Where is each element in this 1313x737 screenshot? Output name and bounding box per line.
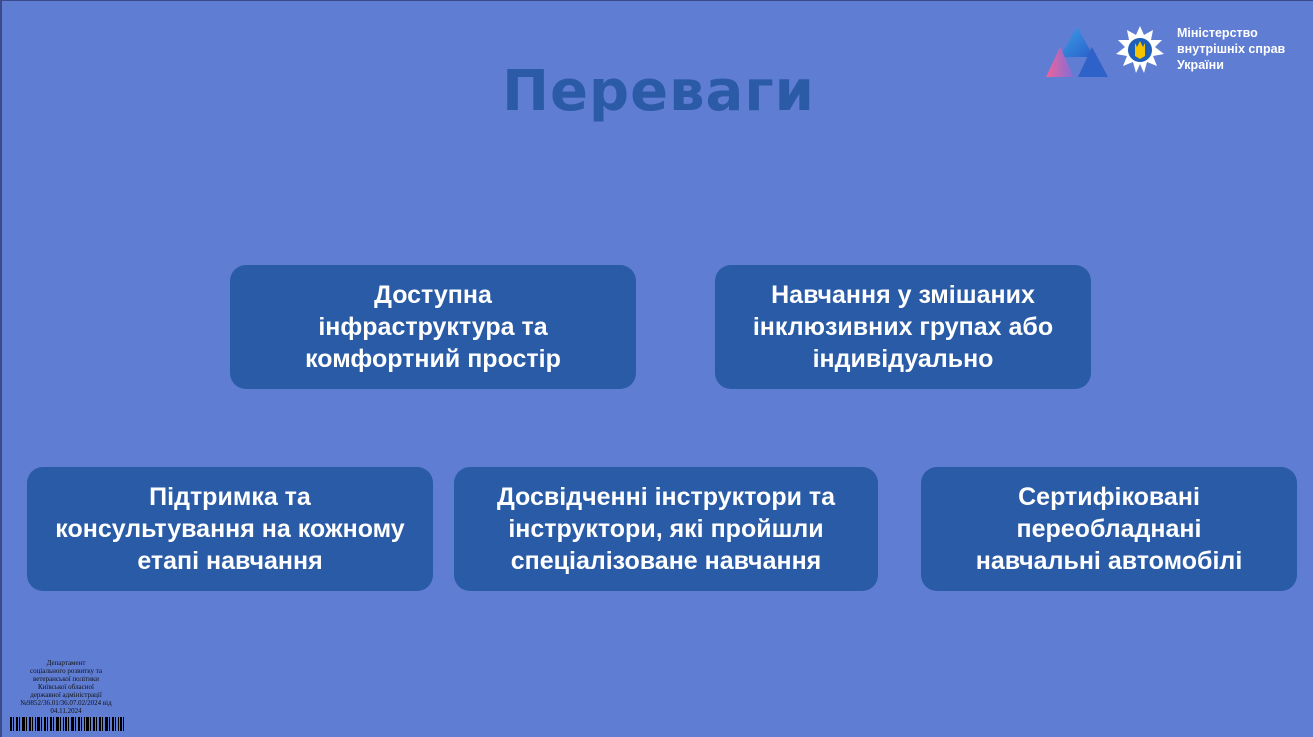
advantage-card: Підтримка та консультування на кожному етапі навчання xyxy=(27,467,433,591)
slide-title: Переваги xyxy=(502,59,815,124)
barcode-icon xyxy=(10,717,124,731)
police-star-emblem-icon xyxy=(1115,25,1165,75)
registration-stamp: Департамент соціального розвитку та ветеранської політики Київської обласної державної адміністрації №9852/36.01/36.07.02/2024 від 04.11.2024 xyxy=(20,659,112,715)
advantage-card: Доступна інфраструктура та комфортний простір xyxy=(230,265,636,389)
triangle-logo-icon xyxy=(1046,25,1108,79)
advantage-card: Навчання у змішаних інклюзивних групах або індивідуально xyxy=(715,265,1091,389)
advantage-card: Сертифіковані переобладнані навчальні автомобілі xyxy=(921,467,1297,591)
ministry-name: Міністерство внутрішніх справ України xyxy=(1177,26,1286,72)
advantage-card: Досвідченні інструктори та інструктори, які пройшли спеціалізоване навчання xyxy=(454,467,878,591)
